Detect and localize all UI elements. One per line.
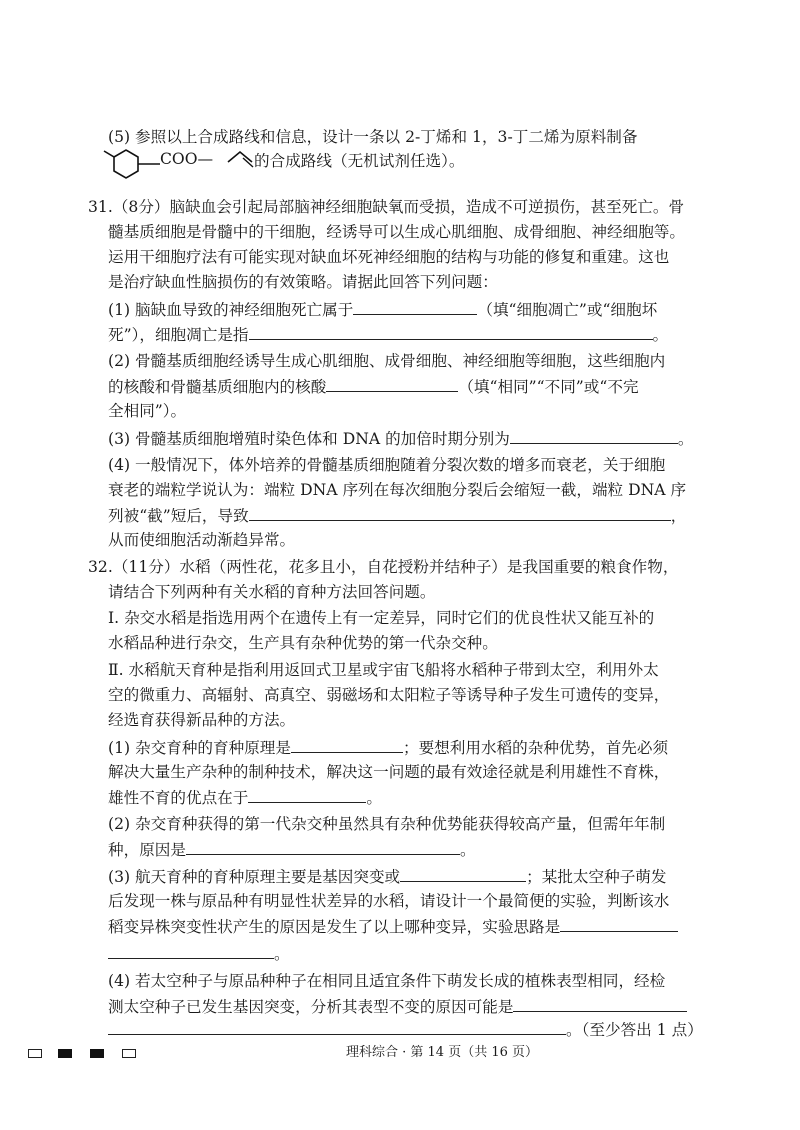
q32-method-2-line1: Ⅱ. 水稻航天育种是指利用返回式卫星或宇宙飞船将水稻种子带到太空，利用外太 [108,661,659,679]
q32-3-text-a: (3) 航天育种的育种原理主要是基因突变或 [108,868,401,886]
q32-3-text-b: ；某批太空种子萌发 [526,868,667,886]
q32-stem-line2: 请结合下列两种有关水稻的育种方法回答问题。 [108,583,436,601]
q32-method-2-line3: 经选育获得新品种的方法。 [108,711,296,729]
page-footer: 理科综合 · 第 14 页（共 16 页） [346,1045,539,1060]
q32-3-line2: 后发现一株与原品种有明显性状差异的水稻，请设计一个最简便的实验，判断该水 [108,892,670,910]
q31-2-line3: 全相同”）。 [108,402,187,420]
q31-stem-line3: 运用干细胞疗法有可能实现对缺血坏死神经细胞的结构与功能的修复和重建。这也 [108,248,670,266]
q32-3-line3 [108,915,678,938]
q32-1-text-d: 雄性不育的优点在于 [108,789,249,807]
q31-1-text-d: 。 [652,326,669,344]
registration-mark [28,1049,42,1058]
q31-3-text-a: (3) 骨髓基质细胞增殖时染色体和 DNA 的加倍时期分别为 [108,430,510,448]
q31-1-text-a: (1) 脑缺血导致的神经细胞死亡属于 [108,301,354,319]
q31-stem-line1: 31.（8分）脑缺血会引起局部脑神经细胞缺氧而受损，造成不可逆损伤，甚至死亡。骨 [88,198,685,216]
q31-4-text-c: 列被“截”短后，导致 [108,507,249,525]
q32-method-1-line2: 水稻品种进行杂交，生产具有杂种优势的第一代杂交种。 [108,634,498,652]
q31-4-answer-blank[interactable] [249,504,671,521]
q32-1-principle-blank[interactable] [291,736,403,753]
q32-4-reason-blank-2[interactable] [108,1018,566,1035]
q31-stem-line4: 是治疗缺血性脑损伤的有效策略。请据此回答下列问题： [108,273,498,291]
cyclohexane-methyl-icon [102,143,162,183]
q31-4-text-d: ， [670,507,687,525]
q32-3-principle-blank[interactable] [400,865,526,882]
q31-2-text-b: 的核酸和骨髓基质细胞内的核酸 [108,378,327,396]
q30-5-line1: (5) 参照以上合成路线和信息，设计一条以 2-丁烯和 1，3-丁二烯为原料制备 [108,128,638,146]
q31-2-line1: (2) 骨髓基质细胞经诱导生成心肌细胞、成骨细胞、神经细胞等细胞，这些细胞内 [108,352,666,370]
q31-2-line2 [108,375,639,398]
q31-2-answer-blank[interactable] [326,375,458,392]
q31-4-line4: 从而使细胞活动渐趋异常。 [108,531,296,549]
ester-group-label: COO— [160,150,214,168]
q32-1-text-b: ；要想利用水稻的杂种优势，首先必须 [402,739,669,757]
q32-method-2-line2: 空的微重力、高辐射、高真空、弱磁场和太阳粒子等诱导种子发生可遗传的变异， [108,686,670,704]
q31-1-line2 [108,323,668,346]
q31-2-text-c: （填“相同”“不同”或“不完 [458,378,639,396]
q32-3-line1 [108,865,667,888]
q31-4-line1: (4) 一般情况下，体外培养的骨髓基质细胞随着分裂次数的增多而衰老，关于细胞 [108,456,666,474]
q32-2-reason-blank[interactable] [186,838,460,855]
q31-1-line1 [108,298,657,321]
q32-4-line2 [108,995,687,1018]
q32-4-line1: (4) 若太空种子与原品种种子在相同且适宜条件下萌发长成的植株表型相同，经检 [108,972,666,990]
q30-5-line2-tail: 的合成路线（无机试剂任选）。 [254,152,465,170]
q32-4-text-b: 测太空种子已发生基因突变，分析其表型不变的原因可能是 [108,998,514,1016]
q31-1-text-b: （填“细胞凋亡”或“细胞坏 [477,301,658,319]
q31-1-text-c: 死”），细胞凋亡是指 [108,326,249,344]
q32-3-idea-blank-2[interactable] [108,942,274,959]
q32-1-line3 [108,786,382,809]
q32-2-line1: (2) 杂交育种获得的第一代杂交种虽然具有杂种优势能获得较高产量，但需年年制 [108,815,666,833]
q32-stem-line1: 32.（11分）水稻（两性花，花多且小，自花授粉并结种子）是我国重要的粮食作物， [88,558,679,576]
q31-3-text-b: 。 [677,430,694,448]
q32-2-text-b: 种，原因是 [108,841,186,859]
q32-1-advantage-blank[interactable] [248,786,366,803]
q32-3-idea-blank-1[interactable] [560,915,678,932]
q32-1-line1 [108,736,668,759]
q32-3-text-e: 。 [274,945,290,963]
q32-4-reason-blank-1[interactable] [513,995,687,1012]
q32-4-text-c: 。（至少答出 1 点） [566,1021,703,1039]
q31-1-answer-blank[interactable] [353,298,477,315]
q31-3-line1 [108,427,693,450]
q32-1-line2: 解决大量生产杂种的制种技术，解决这一问题的最有效途径就是利用雄性不育株， [108,763,670,781]
q32-method-1-line1: Ⅰ. 杂交水稻是指选用两个在遗传上有一定差异，同时它们的优良性状又能互补的 [108,609,655,627]
q31-4-line3 [108,504,686,527]
q32-3-line4 [108,942,290,965]
q32-4-line3 [108,1018,703,1041]
q32-2-text-c: 。 [459,841,476,859]
q32-2-line2 [108,838,476,861]
q31-stem-line2: 髓基质细胞是骨髓中的干细胞，经诱导可以生成心肌细胞、成骨细胞、神经细胞等。 [108,223,685,241]
q32-1-text-a: (1) 杂交育种的育种原理是 [108,739,291,757]
q32-3-text-d: 稻变异株突变性状产生的原因是发生了以上哪种变异，实验思路是 [108,918,561,936]
registration-mark [90,1049,104,1058]
q32-1-text-e: 。 [366,789,382,807]
q31-4-line2: 衰老的端粒学说认为：端粒 DNA 序列在每次细胞分裂后会缩短一截，端粒 DNA 序 [108,481,687,499]
q31-3-answer-blank[interactable] [510,427,678,444]
registration-mark [58,1049,72,1058]
q31-1-definition-blank[interactable] [249,323,653,340]
registration-mark [122,1049,136,1058]
